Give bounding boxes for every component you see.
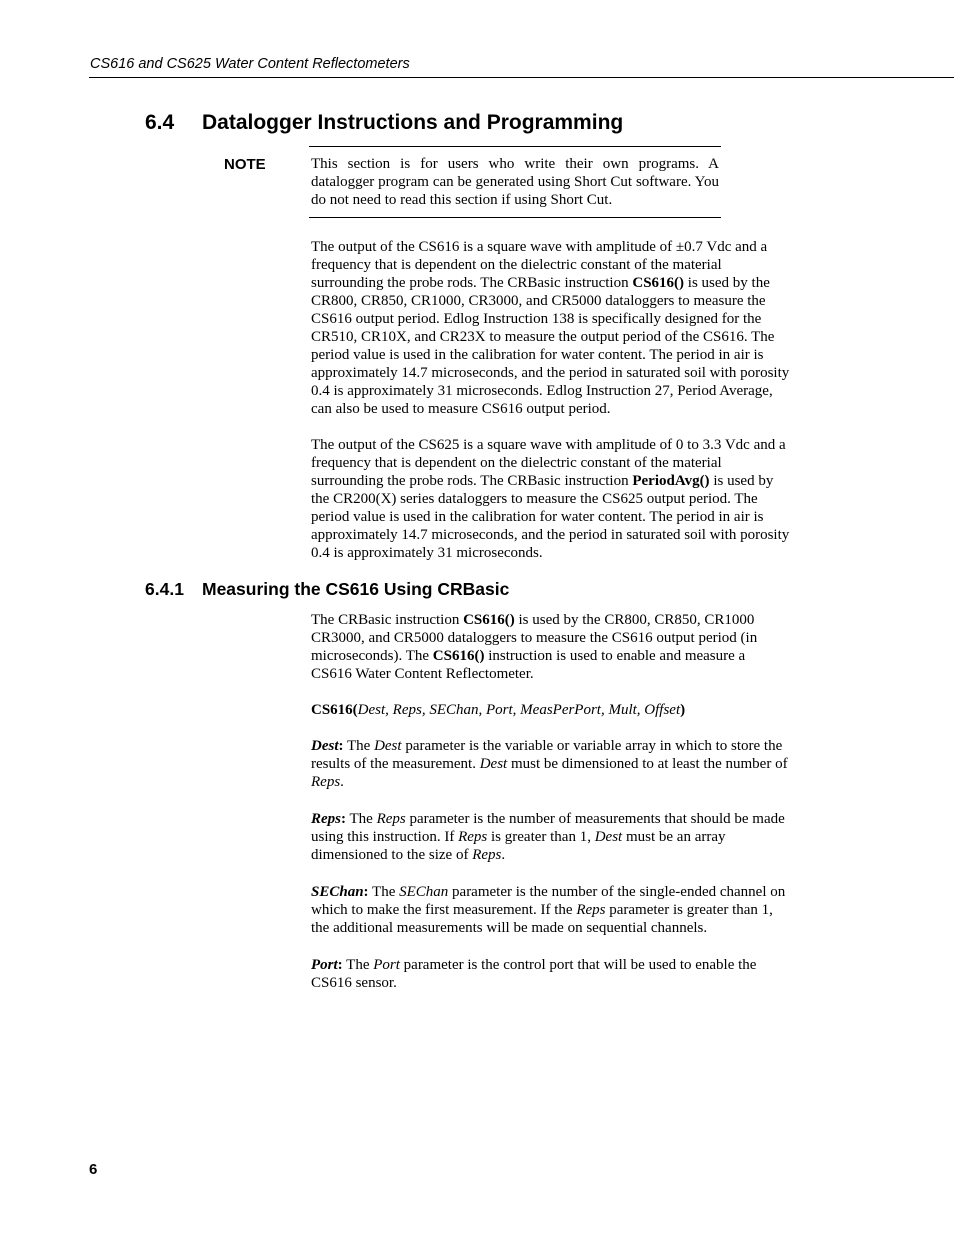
note-text: This section is for users who write their own programs. A datalogger program can be generated using Short Cut software. You do not need to read this section if using Short Cut.: [311, 156, 719, 208]
page-number: 6: [89, 1161, 98, 1178]
param-dest: Dest: The Dest parameter is the variable or variable array in which to store the results of the measurement. Dest must be dimensioned to at least the number of Reps.: [311, 738, 788, 790]
instruction-name: PeriodAvg(): [632, 473, 710, 489]
subsection-heading: [145, 579, 509, 600]
paragraph-cs616-output: The output of the CS616 is a square wave with amplitude of ±0.7 Vdc and a frequency that is dependent on the dielectric constant of the material surrounding the probe rods. The CRBasic instruction CS616() is used by the CR800, CR850, CR1000, CR3000, and CR5000 dataloggers to measure the CS616 output period. Edlog Instruction 138 is specifically designed for the CR510, CR10X, and CR23X to measure the output period of the CS616. The period value is used in the calibration for water content. The period in air is approximately 14.7 microseconds, and the period in saturated soil with porosity 0.4 is approximately 31 microseconds. Edlog Instruction 27, Period Average, can also be used to measure CS616 output period.: [311, 239, 790, 417]
instruction-name: CS616(): [632, 275, 685, 291]
note-label: NOTE: [224, 156, 266, 173]
instruction-name: CS616(): [432, 648, 485, 664]
instruction-syntax: CS616(Dest, Reps, SEChan, Port, MeasPerPort, Mult, Offset): [311, 702, 686, 718]
param-port: Port: The Port parameter is the control port that will be used to enable the CS616 sensor.: [311, 957, 757, 991]
paragraph-cs625-output: The output of the CS625 is a square wave with amplitude of 0 to 3.3 Vdc and a frequency that is dependent on the dielectric constant of the material surrounding the probe rods. The CRBasic instruction PeriodAvg() is used by the CR200(X) series dataloggers to measure the CS625 output period. The period value is used in the calibration for water content. The period in air is approximately 14.7 microseconds, and the period in saturated soil with porosity 0.4 is approximately 31 microseconds.: [311, 437, 790, 561]
param-name: SEChan: [311, 884, 364, 900]
param-name: Port: [311, 957, 338, 973]
subsection-number: 6.4.1: [145, 579, 184, 599]
section-heading: [145, 111, 623, 135]
param-sechan: SEChan: The SEChan parameter is the number of the single-ended channel on which to make the first measurement. If the Reps parameter is greater than 1, the additional measurements will be made on sequential channels.: [311, 884, 786, 936]
running-header: [89, 55, 954, 78]
subsection-title: Measuring the CS616 Using CRBasic: [202, 579, 510, 599]
note-box: [309, 146, 721, 218]
section-number: 6.4: [145, 111, 175, 134]
param-reps: Reps: The Reps parameter is the number of measurements that should be made using this instruction. If Reps is greater than 1, Dest must be an array dimensioned to the size of Reps.: [311, 811, 785, 863]
section-title: Datalogger Instructions and Programming: [202, 111, 624, 134]
instruction-name: CS616(): [463, 612, 515, 628]
param-name: Reps: [311, 811, 341, 827]
header-title: CS616 and CS625 Water Content Reflectometers: [90, 56, 410, 72]
param-name: Dest: [311, 738, 339, 754]
paragraph-crbasic-intro: The CRBasic instruction CS616() is used by the CR800, CR850, CR1000 CR3000, and CR5000 dataloggers to measure the CS616 output period (in microseconds). The CS616() instruction is used to enable and measure a CS616 Water Content Reflectometer.: [311, 612, 758, 682]
